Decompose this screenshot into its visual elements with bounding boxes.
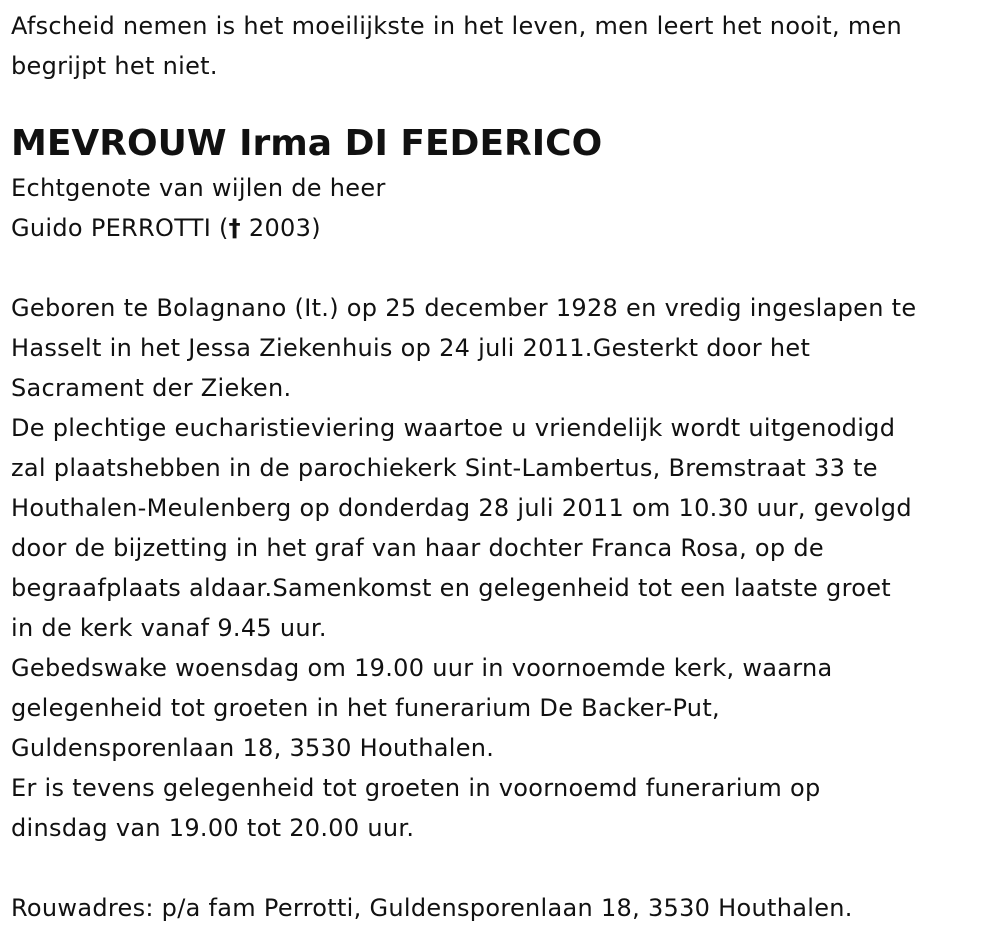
spouse-name-prefix: Guido PERROTTI ( [11,214,229,242]
mourning-address: Rouwadres: p/a fam Perrotti, Guldensporenlaan 18, 3530 Houthalen. [11,894,853,922]
body-line: Houthalen-Meulenberg op donderdag 28 juli 2011 om 10.30 uur, gevolgd [11,494,912,522]
body-text [11,288,1000,848]
deceased-name: MEVROUW Irma DI FEDERICO [11,123,603,164]
body-line: door de bijzetting in het graf van haar dochter Franca Rosa, op de [11,534,824,562]
spouse-line-1: Echtgenote van wijlen de heer [11,174,386,202]
spacer [11,848,1000,888]
spacer [11,248,1000,288]
spouse-name-suffix: 2003) [240,214,321,242]
body-line: Gebedswake woensdag om 19.00 uur in voornoemde kerk, waarna [11,654,833,682]
body-line: gelegenheid tot groeten in het funerarium De Backer-Put, [11,694,720,722]
body-line: Guldensporenlaan 18, 3530 Houthalen. [11,734,495,762]
body-line: dinsdag van 19.00 tot 20.00 uur. [11,814,415,842]
body-line: begraafplaats aldaar.Samenkomst en gelegenheid tot een laatste groet [11,574,891,602]
cross-icon: † [228,214,241,242]
intro-quote-line-2: begrijpt het niet. [11,52,218,80]
intro-quote-line-1: Afscheid nemen is het moeilijkste in het leven, men leert het nooit, men [11,12,903,40]
body-line: Sacrament der Zieken. [11,374,292,402]
body-line: Hasselt in het Jessa Ziekenhuis op 24 juli 2011.Gesterkt door het [11,334,811,362]
body-line: in de kerk vanaf 9.45 uur. [11,614,327,642]
spouse-line-2 [11,208,1000,248]
body-line: zal plaatshebben in de parochiekerk Sint-Lambertus, Bremstraat 33 te [11,454,878,482]
body-line: Geboren te Bolagnano (It.) op 25 december 1928 en vredig ingeslapen te [11,294,917,322]
body-line: Er is tevens gelegenheid tot groeten in voornoemd funerarium op [11,774,821,802]
body-line: De plechtige eucharistieviering waartoe u vriendelijk wordt uitgenodigd [11,414,896,442]
